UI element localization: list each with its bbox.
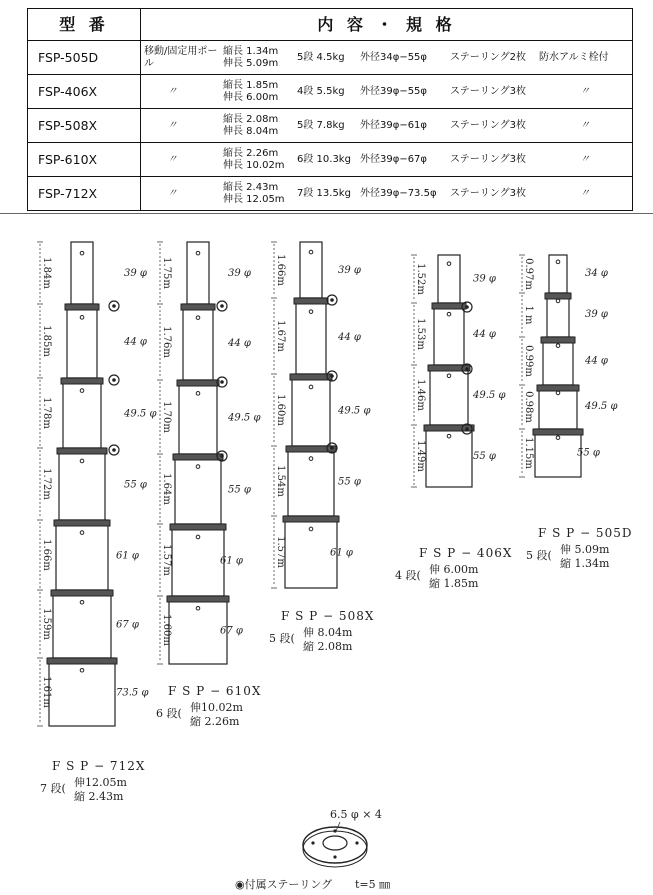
steering-ring-dot — [330, 446, 334, 450]
section-diameter-label: 55 φ — [124, 479, 147, 491]
sections-weight: 7段 13.5kg — [297, 187, 351, 199]
section-diameter-label: 61 φ — [330, 547, 353, 559]
pole-collar — [51, 590, 113, 596]
extended-length: 伸長 8.04m — [223, 125, 279, 137]
extended-length: 伸長 10.02m — [223, 159, 285, 171]
steering-ring-dot — [330, 374, 334, 378]
header-model: 型 番 — [28, 9, 141, 41]
sections-weight: 5段 4.5kg — [297, 51, 345, 63]
model-cell: FSP-508X — [28, 109, 141, 143]
section-length-label: 1.67m — [275, 320, 286, 352]
section-diameter-label: 49.5 φ — [585, 401, 618, 413]
diameter-range: 外径39φ−67φ — [360, 153, 428, 165]
section-diameter-label: 39 φ — [228, 268, 251, 280]
pole-extended-length: 伸 8.04m — [303, 626, 353, 639]
section-diameter-label: 44 φ — [228, 337, 251, 349]
section-diameter-label: 55 φ — [228, 484, 251, 496]
retracted-length: 縮長 1.85m — [223, 79, 279, 91]
sections-weight: 5段 7.8kg — [297, 119, 345, 131]
model-cell: FSP-712X — [28, 177, 141, 211]
pole-extended-length: 伸10.02m — [190, 701, 243, 714]
pole-retracted-length: 縮 1.34m — [560, 557, 610, 570]
section-diameter-label: 73.5 φ — [116, 687, 149, 699]
section-length-label: 0.99m — [523, 345, 534, 377]
pole-extended-length: 伸 5.09m — [560, 543, 610, 556]
pole-collar — [541, 337, 575, 343]
section-length-label: 1.70m — [161, 401, 172, 433]
section-length-label: 1.66m — [275, 254, 286, 286]
bolt-hole — [355, 841, 358, 844]
section-length-label: 1.61m — [41, 676, 52, 708]
pole-retracted-length: 縮 1.85m — [429, 577, 479, 590]
pole-extended-length: 伸12.05m — [74, 776, 127, 789]
section-diameter-label: 39 φ — [473, 273, 496, 285]
section-diameter-label: 67 φ — [220, 625, 243, 637]
steering-ring-dot — [330, 298, 334, 302]
pole-collar — [54, 520, 110, 526]
pole-retracted-length: 縮 2.43m — [74, 790, 124, 803]
section-diameter-label: 49.5 φ — [473, 390, 506, 401]
model-cell: FSP-505D — [28, 41, 141, 75]
pole-collar — [290, 374, 332, 380]
section-length-label: 0.98m — [523, 391, 534, 423]
pole-collar — [432, 303, 466, 309]
steering-ring-dot — [220, 454, 224, 458]
pole-collar — [181, 304, 215, 310]
retracted-length: 縮長 2.08m — [223, 113, 279, 125]
sections-weight: 6段 10.3kg — [297, 153, 351, 165]
section-length-label: 1.53m — [415, 318, 426, 350]
table-row — [28, 75, 633, 109]
pole-section — [549, 255, 567, 293]
usage-cell: 〃 — [167, 153, 178, 165]
section-length-label: 1.66m — [41, 539, 52, 571]
section-diameter-label: 61 φ — [220, 555, 243, 567]
ring-holes-label: 6.5 φ × 4 — [330, 808, 382, 821]
pole-collar — [47, 658, 117, 664]
spec-table-header — [28, 9, 633, 41]
steering-count: ステーリング3枚 — [450, 85, 526, 97]
section-length-label: 1.15m — [523, 437, 534, 469]
section-length-label: 1.72m — [41, 468, 52, 500]
steering-ring-dot — [465, 427, 469, 431]
retracted-length: 縮長 2.26m — [223, 147, 279, 159]
pole-collar — [283, 516, 339, 522]
section-length-label: 1.46m — [415, 379, 426, 411]
steering-ring-dot — [112, 378, 116, 382]
steering-ring-dot — [220, 380, 224, 384]
pole-collar — [294, 298, 328, 304]
section-diameter-label: 44 φ — [338, 331, 361, 343]
pole-stage-count: 6 段( — [156, 707, 182, 720]
ring-thickness: t=5 ㎜ — [355, 878, 391, 891]
table-row — [28, 143, 633, 177]
model-cell: FSP-610X — [28, 143, 141, 177]
pole-model-label: F S P − 610X — [168, 684, 262, 698]
section-diameter-label: 55 φ — [338, 476, 361, 488]
section-diameter-label: 55 φ — [473, 451, 496, 463]
steering-count: ステーリング3枚 — [450, 187, 526, 199]
section-diameter-label: 44 φ — [124, 336, 147, 348]
pole-retracted-length: 縮 2.08m — [303, 640, 353, 653]
bolt-hole — [333, 855, 336, 858]
section-diameter-label: 49.5 φ — [338, 405, 371, 417]
ring-caption: ◉付属ステーリング — [235, 878, 333, 891]
section-length-label: 0.97m — [523, 258, 534, 290]
header-spec: 内 容 ・ 規 格 — [141, 9, 633, 41]
section-diameter-label: 67 φ — [116, 619, 139, 631]
sections-weight: 4段 5.5kg — [297, 85, 345, 97]
spec-table — [27, 8, 633, 211]
usage-cell: 〃 — [167, 187, 178, 199]
section-length-label: 1.60m — [161, 614, 172, 646]
section-length-label: 1.49m — [415, 440, 426, 472]
pole-model-label: F S P − 508X — [281, 609, 375, 623]
pole-model-label: F S P − 505D — [538, 526, 633, 540]
diameter-range: 外径39φ−73.5φ — [360, 187, 437, 199]
extra-feature: 〃 — [580, 85, 590, 97]
section-diameter-label: 55 φ — [577, 447, 600, 459]
diameter-range: 外径39φ−61φ — [360, 119, 428, 131]
section-diameter-label: 34 φ — [585, 267, 608, 279]
section-diameter-label: 49.5 φ — [228, 412, 261, 424]
pole-collar — [65, 304, 99, 310]
pole-collar — [167, 596, 229, 602]
pole-stage-count: 4 段( — [395, 569, 421, 582]
steering-count: ステーリング2枚 — [450, 51, 526, 63]
table-row — [28, 41, 633, 75]
pole-collar — [177, 380, 219, 386]
extra-feature: 〃 — [580, 187, 590, 199]
section-length-label: 1.60m — [275, 394, 286, 426]
diameter-range: 外径34φ−55φ — [360, 51, 428, 63]
pole-collar — [57, 448, 107, 454]
steering-ring-hole — [323, 836, 347, 850]
table-row — [28, 177, 633, 211]
pole-retracted-length: 縮 2.26m — [190, 715, 240, 728]
extended-length: 伸長 5.09m — [223, 57, 279, 69]
steering-count: ステーリング3枚 — [450, 119, 526, 131]
pole-model-label: F S P − 406X — [419, 546, 513, 560]
steering-ring-dot — [220, 304, 224, 308]
extra-feature: 防水アルミ栓付 — [539, 51, 609, 63]
section-length-label: 1.57m — [275, 536, 286, 568]
steering-ring-dot — [465, 305, 469, 309]
section-length-label: 1.52m — [415, 263, 426, 295]
section-length-label: 1.84m — [41, 257, 52, 289]
pole-collar — [170, 524, 226, 530]
section-length-label: 1.59m — [41, 608, 52, 640]
section-length-label: 1.64m — [161, 473, 172, 505]
usage-cell: 〃 — [167, 119, 178, 131]
retracted-length: 縮長 1.34m — [223, 45, 279, 57]
pole-collar — [537, 385, 579, 391]
section-diameter-label: 49.5 φ — [124, 408, 157, 420]
model-cell: FSP-406X — [28, 75, 141, 109]
section-length-label: 1 m — [523, 305, 534, 325]
extended-length: 伸長 12.05m — [223, 193, 285, 205]
pole-extended-length: 伸 6.00m — [429, 563, 479, 576]
pole-stage-count: 5 段( — [269, 632, 295, 645]
section-length-label: 1.76m — [161, 326, 172, 358]
section-diameter-label: 61 φ — [116, 550, 139, 562]
pole-model-label: F S P − 712X — [52, 759, 146, 773]
pole-drawings — [0, 215, 653, 895]
pole-collar — [173, 454, 223, 460]
steering-ring-dot — [112, 304, 116, 308]
section-length-label: 1.54m — [275, 465, 286, 497]
pole-stage-count: 7 段( — [40, 782, 66, 795]
extended-length: 伸長 6.00m — [223, 91, 279, 103]
usage-cell: 〃 — [167, 85, 178, 97]
steering-count: ステーリング3枚 — [450, 153, 526, 165]
section-length-label: 1.85m — [41, 325, 52, 357]
table-row — [28, 109, 633, 143]
pole-collar — [61, 378, 103, 384]
section-length-label: 1.75m — [161, 257, 172, 289]
section-diameter-label: 39 φ — [338, 264, 361, 276]
section-diameter-label: 44 φ — [585, 355, 608, 367]
pole-stage-count: 5 段( — [526, 549, 552, 562]
extra-feature: 〃 — [580, 153, 590, 165]
section-length-label: 1.78m — [41, 397, 52, 429]
section-diameter-label: 39 φ — [124, 268, 147, 280]
usage-cell: 移動/固定用ポール — [144, 45, 218, 69]
section-diameter-label: 44 φ — [473, 329, 496, 341]
steering-ring-dot — [112, 448, 116, 452]
section-diameter-label: 39 φ — [585, 309, 608, 321]
section-divider — [0, 213, 653, 214]
extra-feature: 〃 — [580, 119, 590, 131]
pole-collar — [545, 293, 571, 299]
retracted-length: 縮長 2.43m — [223, 181, 279, 193]
section-length-label: 1.57m — [161, 544, 172, 576]
pole-collar — [533, 429, 583, 435]
steering-ring-dot — [465, 367, 469, 371]
bolt-hole — [311, 841, 314, 844]
diameter-range: 外径39φ−55φ — [360, 85, 428, 97]
